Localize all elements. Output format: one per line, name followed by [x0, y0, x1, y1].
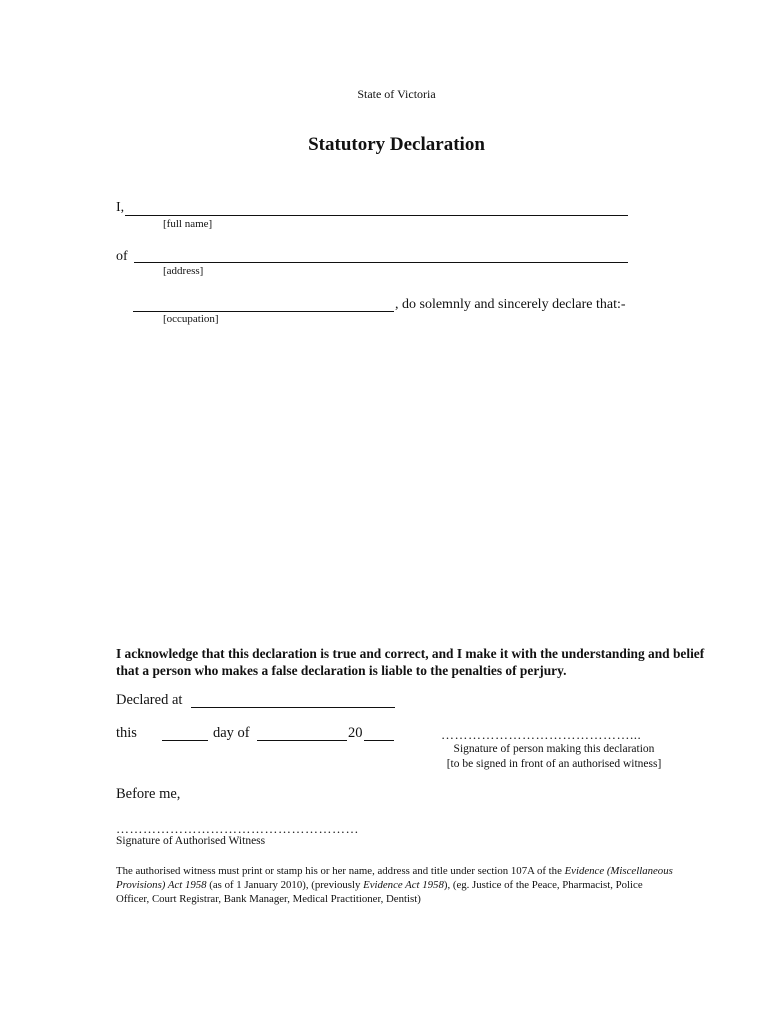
page-title: Statutory Declaration	[308, 134, 485, 155]
before-me-label: Before me,	[116, 786, 181, 802]
witness-signature-field[interactable]: ………………………………………………	[116, 821, 359, 836]
this-label: this	[116, 725, 137, 741]
footer-act-1: Evidence (Miscellaneous Provisions) Act 1958	[116, 865, 673, 891]
occupation-field[interactable]	[133, 311, 394, 312]
full-name-field[interactable]	[125, 215, 628, 216]
full-name-hint: [full name]	[163, 218, 213, 230]
address-hint: [address]	[163, 265, 204, 277]
state-label: State of Victoria	[357, 87, 436, 101]
footer-text-3: ), (eg. Justice of the Peace, Pharmacist, Police Officer, Court Registrar, Bank Manager, Medical Practitioner, Dentist)	[116, 879, 643, 905]
footer-text-2: (as of 1 January 2010), (previously	[206, 879, 364, 891]
day-of-label: day of	[213, 725, 250, 741]
name-prefix: I,	[116, 200, 125, 215]
year-field[interactable]	[364, 740, 394, 741]
declarant-signature-field[interactable]: ……………………………………...	[441, 727, 642, 742]
month-field[interactable]	[257, 740, 347, 741]
declaration-body-area[interactable]	[116, 340, 706, 630]
declared-at-label: Declared at	[116, 692, 183, 708]
address-prefix: of	[116, 249, 128, 264]
authorised-witness-note	[116, 864, 676, 906]
declare-statement: , do solemnly and sincerely declare that:-	[395, 297, 626, 312]
occupation-hint: [occupation]	[163, 313, 219, 325]
footer-text-1: The authorised witness must print or stamp his or her name, address and title under section 107A of the	[116, 865, 565, 877]
declarant-signature-label: Signature of person making this declaration	[453, 743, 655, 755]
acknowledgement-text: I acknowledge that this declaration is true and correct, and I make it with the understanding and belief that a person who makes a false declaration is liable to the penalties of perjury.	[116, 646, 705, 678]
footer-act-2: Evidence Act 1958	[363, 879, 444, 891]
day-field[interactable]	[162, 740, 208, 741]
witness-signature-label: Signature of Authorised Witness	[116, 835, 266, 847]
year-prefix: 20	[348, 725, 363, 741]
declarant-signature-note: [to be signed in front of an authorised witness]	[446, 758, 662, 770]
declared-at-field[interactable]	[191, 707, 395, 708]
address-field[interactable]	[134, 262, 628, 263]
